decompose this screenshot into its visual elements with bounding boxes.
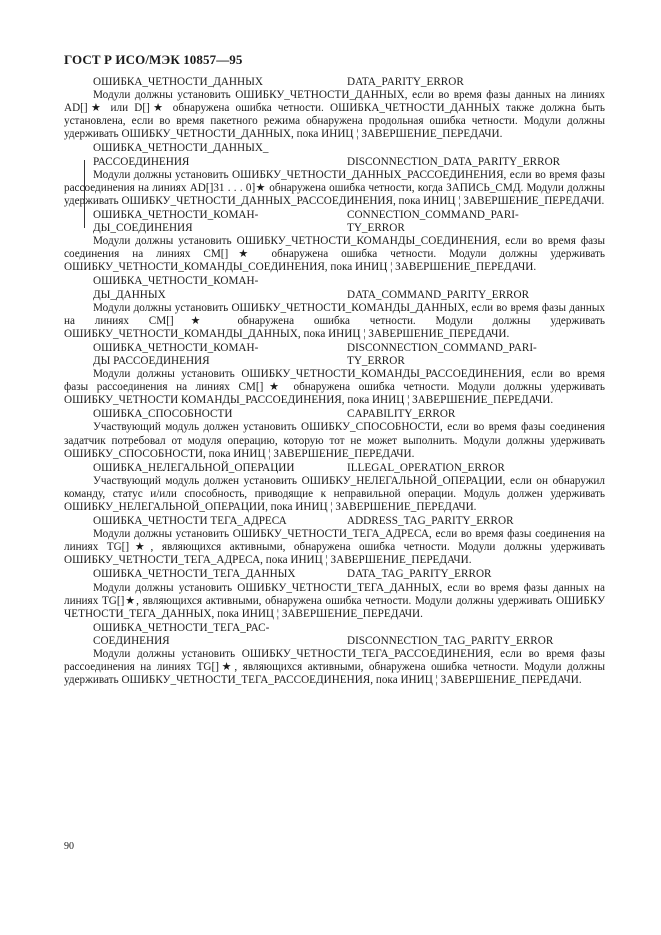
term-english: DISCONNECTION_TAG_PARITY_ERROR <box>347 634 554 647</box>
term-description: Участвующий модуль должен установить ОШИБКУ_СПОСОБНОСТИ, если во время фазы соединения задатчик потребовал от модуля операцию, которую тот не может выполнить. Модули должны удерживать ОШИБКУ_СПОСОБНОСТИ, пока ИНИЦ ¦ ЗАВЕРШЕНИЕ_ПЕРЕДАЧИ. <box>64 421 605 460</box>
term-russian: ДЫ_ДАННЫХ <box>93 288 166 301</box>
term-russian: РАССОЕДИНЕНИЯ <box>93 155 190 168</box>
term-entry <box>64 515 605 567</box>
term-english: DATA_PARITY_ERROR <box>347 76 464 88</box>
document-body <box>64 76 605 688</box>
term-entry <box>64 275 605 340</box>
term-row <box>93 222 605 235</box>
term-english: TY_ERROR <box>347 354 405 367</box>
term-row <box>93 76 605 89</box>
term-english: CAPABILITY_ERROR <box>347 408 456 421</box>
term-description: Модули должны установить ОШИБКУ_ЧЕТНОСТИ_ТЕГА_РАССОЕДИНЕНИЯ, если во время фазы рассоединения на линиях TG[]★, являющихся активными, обнаружена ошибка четности. Модули должны удерживать ОШИБКУ_ЧЕТНОСТИ_ТЕГА_РАССОЕДИНЕНИЯ, пока ИНИЦ ¦ ЗАВЕРШЕНИЕ_ПЕРЕДАЧИ. <box>64 648 605 687</box>
term-russian: ОШИБКА_ЧЕТНОСТИ ТЕГА_АДРЕСА <box>93 515 287 528</box>
term-row <box>93 568 605 581</box>
term-row <box>93 408 605 421</box>
term-row <box>93 289 605 302</box>
term-entry <box>64 461 605 514</box>
term-description: Модули должны установить ОШИБКУ_ЧЕТНОСТИ_ДАННЫХ_РАССОЕДИНЕНИЯ, если во время фазы рассоединения на линиях AD[]31 . . . 0]★ обнаружена ошибка четности, когда ЗАПИСЬ_СМД. Модули должны удерживать ОШИБКУ_ЧЕТНОСТИ_ДАННЫХ_РАССОЕДИНЕНИЯ, пока ИНИЦ ¦ ЗАВЕРШЕНИЕ_ПЕРЕДАЧИ. <box>64 168 605 207</box>
term-english: ILLEGAL_OPERATION_ERROR <box>347 461 505 474</box>
term-row <box>93 275 605 288</box>
page-header: ГОСТ Р ИСО/МЭК 10857—95 <box>64 52 243 67</box>
term-description: Модули должны установить ОШИБКУ_ЧЕТНОСТИ_КОМАНДЫ_РАССОЕДИНЕНИЯ, если во время фазы рассоединения на линиях СМ[]★ обнаружена ошибка четности. Модули должны удерживать ОШИБКУ_ЧЕТНОСТИ КОМАНДЫ_РАССОЕДИНЕНИЯ, пока ИНИЦ ¦ ЗАВЕРШЕНИЕ_ПЕРЕДАЧИ. <box>64 368 605 407</box>
term-english: DISCONNECTION_DATA_PARITY_ERROR <box>347 155 561 168</box>
term-description: Модули должны установить ОШИБКУ_ЧЕТНОСТИ_ТЕГА_ДАННЫХ, если во время фазы данных на линиях TG[]★, являющихся активными, обнаружена ошибка четности. Модули должны удерживать ОШИБКУ ЧЕТНОСТИ_ТЕГА_ДАННЫХ, пока ИНИЦ ¦ ЗАВЕРШЕНИЕ_ПЕРЕДАЧИ. <box>64 581 605 620</box>
term-row <box>93 462 605 475</box>
term-entry <box>64 408 605 460</box>
term-row <box>93 622 605 635</box>
term-row <box>93 342 605 355</box>
term-russian: СОЕДИНЕНИЯ <box>93 634 170 647</box>
term-russian: ДЫ РАССОЕДИНЕНИЯ <box>93 354 210 367</box>
term-description: Участвующий модуль должен установить ОШИБКУ_НЕЛЕГАЛЬНОЙ_ОПЕРАЦИИ, если он обнаружил команду, статус и/или способность, приводящие к неправильной операции. Модуль должен удерживать ОШИБКУ_НЕЛЕГАЛЬНОЙ_ОПЕРАЦИИ, пока ИНИЦ ¦ ЗАВЕРШЕНИЕ_ПЕРЕДАЧИ. <box>64 474 605 513</box>
term-russian: ОШИБКА_СПОСОБНОСТИ <box>93 408 233 421</box>
term-russian: ДЫ_СОЕДИНЕНИЯ <box>93 222 193 235</box>
term-description: Модули должны установить ОШИБКУ_ЧЕТНОСТИ_ДАННЫХ, если во время фазы данных на линиях AD[]★ или D[]★ обнаружена ошибка четности. ОШИБКА_ЧЕТНОСТИ_ДАННЫХ также должна быть установлена, если во время пакетного режима обнаружена продольная ошибка четности. Модули должны удерживать ОШИБКУ_ЧЕТНОСТИ_ДАННЫХ, пока ИНИЦ ¦ ЗАВЕРШЕНИЕ_ПЕРЕДАЧИ. <box>64 89 605 141</box>
term-row <box>93 142 605 155</box>
term-entry <box>64 621 605 687</box>
page-number: 90 <box>64 841 74 852</box>
term-entry <box>64 208 605 274</box>
term-english: ADDRESS_TAG_PARITY_ERROR <box>347 515 514 528</box>
term-english: DISCONNECTION_COMMAND_PARI- <box>347 341 537 354</box>
term-english: TY_ERROR <box>347 222 405 235</box>
term-russian: ОШИБКА_ЧЕТНОСТИ_КОМАН- <box>93 275 259 288</box>
term-row <box>93 156 605 169</box>
term-russian: ОШИБКА_НЕЛЕГАЛЬНОЙ_ОПЕРАЦИИ <box>93 461 295 474</box>
term-russian: ОШИБКА_ЧЕТНОСТИ_КОМАН- <box>93 341 259 354</box>
term-entry <box>64 76 605 141</box>
term-entry <box>64 568 605 620</box>
term-row <box>93 635 605 648</box>
term-row <box>93 209 605 222</box>
term-english: DATA_TAG_PARITY_ERROR <box>347 568 492 581</box>
term-description: Модули должны установить ОШИБКУ_ЧЕТНОСТИ_ТЕГА_АДРЕСА, если во время фазы соединения на линиях TG[]★, являющихся активными, обнаружена ошибка четности. Модули должны удерживать ОШИБКУ_ЧЕТНОСТИ_ТЕГА_АДРЕСА, пока ИНИЦ ¦ ЗАВЕРШЕНИЕ_ПЕРЕДАЧИ. <box>64 528 605 567</box>
term-row <box>93 515 605 528</box>
term-entry <box>64 142 605 207</box>
term-description: Модули должны установить ОШИБКУ_ЧЕТНОСТИ_КОМАНДЫ_СОЕДИНЕНИЯ, если во время фазы соединения на линиях СМ[]★ обнаружена ошибка четности. Модули должны удерживать ОШИБКУ_ЧЕТНОСТИ_КОМАНДЫ_СОЕДИНЕНИЯ, пока ИНИЦ ¦ ЗАВЕРШЕНИЕ_ПЕРЕДАЧИ. <box>64 235 605 274</box>
term-row <box>93 355 605 368</box>
term-english: DATA_COMMAND_PARITY_ERROR <box>347 288 530 301</box>
term-russian: ОШИБКА_ЧЕТНОСТИ_ТЕГА_ДАННЫХ <box>93 568 296 581</box>
term-description: Модули должны установить ОШИБКУ_ЧЕТНОСТИ_КОМАНДЫ_ДАННЫХ, если во время фазы данных на линиях СМ[]★ обнаружена ошибка четности. Модули должны удерживать ОШИБКУ_ЧЕТНОСТИ_КОМАНДЫ_ДАННЫХ, пока ИНИЦ ¦ ЗАВЕРШЕНИЕ_ПЕРЕДАЧИ. <box>64 301 605 340</box>
term-russian: ОШИБКА_ЧЕТНОСТИ_ДАННЫХ <box>93 76 263 88</box>
term-russian: ОШИБКА_ЧЕТНОСТИ_ДАННЫХ_ <box>93 142 269 155</box>
term-entry <box>64 341 605 407</box>
term-english: CONNECTION_COMMAND_PARI- <box>347 208 519 221</box>
term-russian: ОШИБКА_ЧЕТНОСТИ_КОМАН- <box>93 208 259 221</box>
term-russian: ОШИБКА_ЧЕТНОСТИ_ТЕГА_РАС- <box>93 621 270 634</box>
